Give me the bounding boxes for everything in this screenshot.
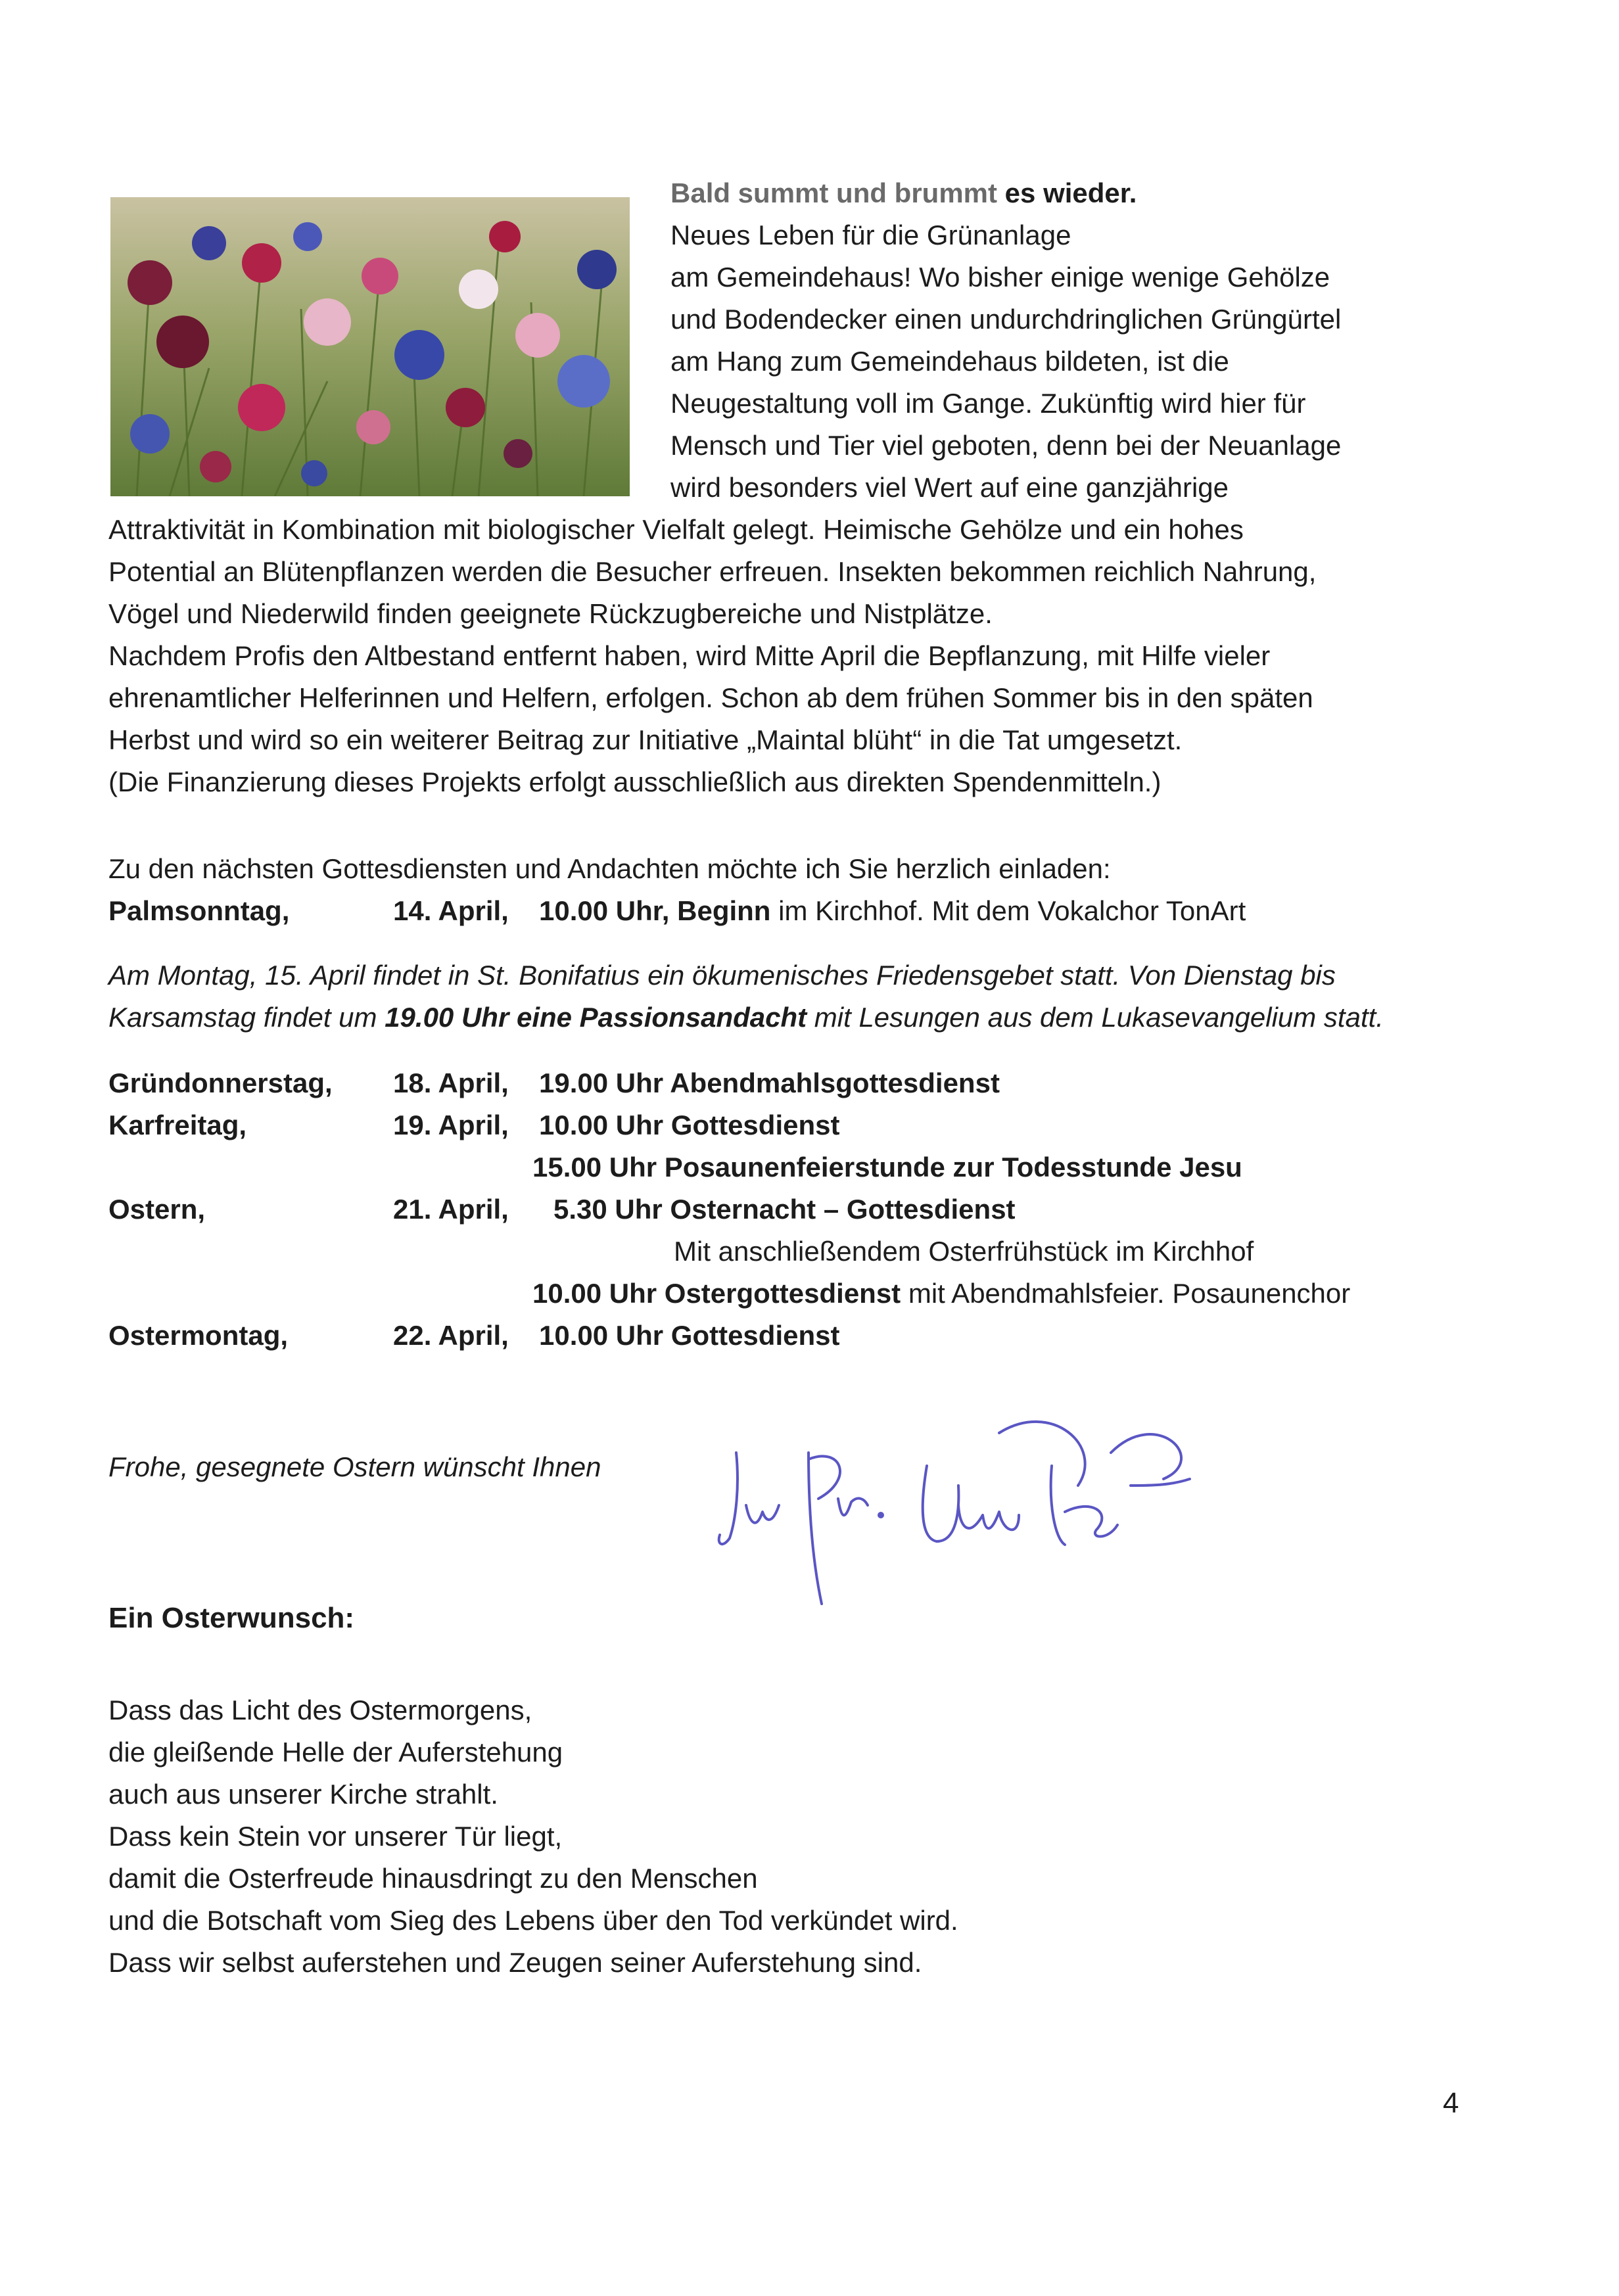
intro-heading-part1: Bald summt und brummt <box>670 177 998 208</box>
gruendonnerstag-day: Gründonnerstag, <box>108 1067 333 1098</box>
ostermontag-date: 22. April, <box>393 1320 509 1351</box>
closing-greeting: Frohe, gesegnete Ostern wünscht Ihnen <box>108 1451 601 1482</box>
intro-line: Neues Leben für die Grünanlage <box>670 220 1071 250</box>
palm-day: Palmsonntag, <box>108 895 290 926</box>
karfreitag-event2: 15.00 Uhr Posaunenfeierstunde zur Todesstunde Jesu <box>532 1152 1242 1183</box>
intro-heading <box>670 172 1137 214</box>
intro-full-line: Nachdem Profis den Altbestand entfernt haben, wird Mitte April die Bepflanzung, mit Hilfe vieler <box>108 640 1271 671</box>
palm-time: 10.00 Uhr, Beginn <box>539 895 771 926</box>
ostern-event2 <box>532 1273 1350 1315</box>
palm-rest: im Kirchhof. Mit dem Vokalchor TonArt <box>770 895 1246 926</box>
intro-heading-part2: es wieder. <box>997 177 1137 208</box>
gruendonnerstag-date: 18. April, <box>393 1067 509 1098</box>
intro-line: Neugestaltung voll im Gange. Zukünftig wird hier für <box>670 388 1306 419</box>
page-number: 4 <box>1443 2087 1459 2119</box>
intro-full-line: ehrenamtlicher Helferinnen und Helfern, erfolgen. Schon ab dem frühen Sommer bis in den späten <box>108 682 1313 713</box>
passion-note-line2 <box>108 996 1384 1039</box>
services-invite: Zu den nächsten Gottesdiensten und Andachten möchte ich Sie herzlich einladen: <box>108 853 1111 884</box>
intro-line: Mensch und Tier viel geboten, denn bei der Neuanlage <box>670 430 1342 461</box>
wish-line: Dass kein Stein vor unserer Tür liegt, <box>108 1821 563 1852</box>
ostern-date: 21. April, <box>393 1194 509 1225</box>
ostermontag-day: Ostermontag, <box>108 1320 289 1351</box>
intro-line: am Hang zum Gemeindehaus bildeten, ist die <box>670 346 1229 377</box>
passion-note-bold: 19.00 Uhr eine Passionsandacht <box>385 1002 807 1033</box>
wish-line: damit die Osterfreude hinausdringt zu den Menschen <box>108 1863 758 1894</box>
intro-full-line: Vögel und Niederwild finden geeignete Rückzugbereiche und Nistplätze. <box>108 598 993 629</box>
intro-full-line: Herbst und wird so ein weiterer Beitrag zur Initiative „Maintal blüht“ in die Tat umgesetzt. <box>108 724 1183 755</box>
intro-full-line: Attraktivität in Kombination mit biologischer Vielfalt gelegt. Heimische Gehölze und ein hohes <box>108 514 1244 545</box>
palm-event <box>539 890 1246 932</box>
ostern-event2-time: 10.00 Uhr Ostergottesdienst <box>532 1278 901 1309</box>
wish-line: auch aus unserer Kirche strahlt. <box>108 1779 498 1810</box>
wish-line: die gleißende Helle der Auferstehung <box>108 1737 563 1768</box>
intro-line: wird besonders viel Wert auf eine ganzjährige <box>670 472 1229 503</box>
intro-line: am Gemeindehaus! Wo bisher einige wenige Gehölze <box>670 262 1330 293</box>
ostern-day: Ostern, <box>108 1194 206 1225</box>
ostermontag-event: 10.00 Uhr Gottesdienst <box>539 1320 840 1351</box>
intro-line: und Bodendecker einen undurchdringlichen Grüngürtel <box>670 304 1342 335</box>
intro-full-line: Potential an Blütenpflanzen werden die Besucher erfreuen. Insekten bekommen reichlich Nahrung, <box>108 556 1317 587</box>
passion-note-part-b: mit Lesungen aus dem Lukasevangelium statt. <box>807 1002 1384 1033</box>
intro-full-line: (Die Finanzierung dieses Projekts erfolgt ausschließlich aus direkten Spendenmitteln.) <box>108 766 1161 797</box>
gruendonnerstag-event: 19.00 Uhr Abendmahlsgottesdienst <box>539 1067 1000 1098</box>
wish-line: und die Botschaft vom Sieg des Lebens über den Tod verkündet wird. <box>108 1905 958 1936</box>
passion-note-line1: Am Montag, 15. April findet in St. Bonifatius ein ökumenisches Friedensgebet statt. Von Dienstag bis <box>108 960 1336 991</box>
ostern-event: 5.30 Uhr Osternacht – Gottesdienst <box>553 1194 1016 1225</box>
palm-date: 14. April, <box>393 895 509 926</box>
ostern-note: Mit anschließendem Osterfrühstück im Kirchhof <box>674 1236 1254 1267</box>
passion-note-part-a: Karsamstag findet um <box>108 1002 385 1033</box>
wish-title: Ein Osterwunsch: <box>108 1602 355 1634</box>
wish-line: Dass das Licht des Ostermorgens, <box>108 1695 532 1725</box>
signature <box>710 1407 1216 1624</box>
cornflower-meadow-image <box>110 197 630 496</box>
karfreitag-date: 19. April, <box>393 1110 509 1140</box>
karfreitag-day: Karfreitag, <box>108 1110 247 1140</box>
ostern-event2-rest: mit Abendmahlsfeier. Posaunenchor <box>901 1278 1351 1309</box>
karfreitag-event: 10.00 Uhr Gottesdienst <box>539 1110 840 1140</box>
wish-line: Dass wir selbst auferstehen und Zeugen seiner Auferstehung sind. <box>108 1947 922 1978</box>
